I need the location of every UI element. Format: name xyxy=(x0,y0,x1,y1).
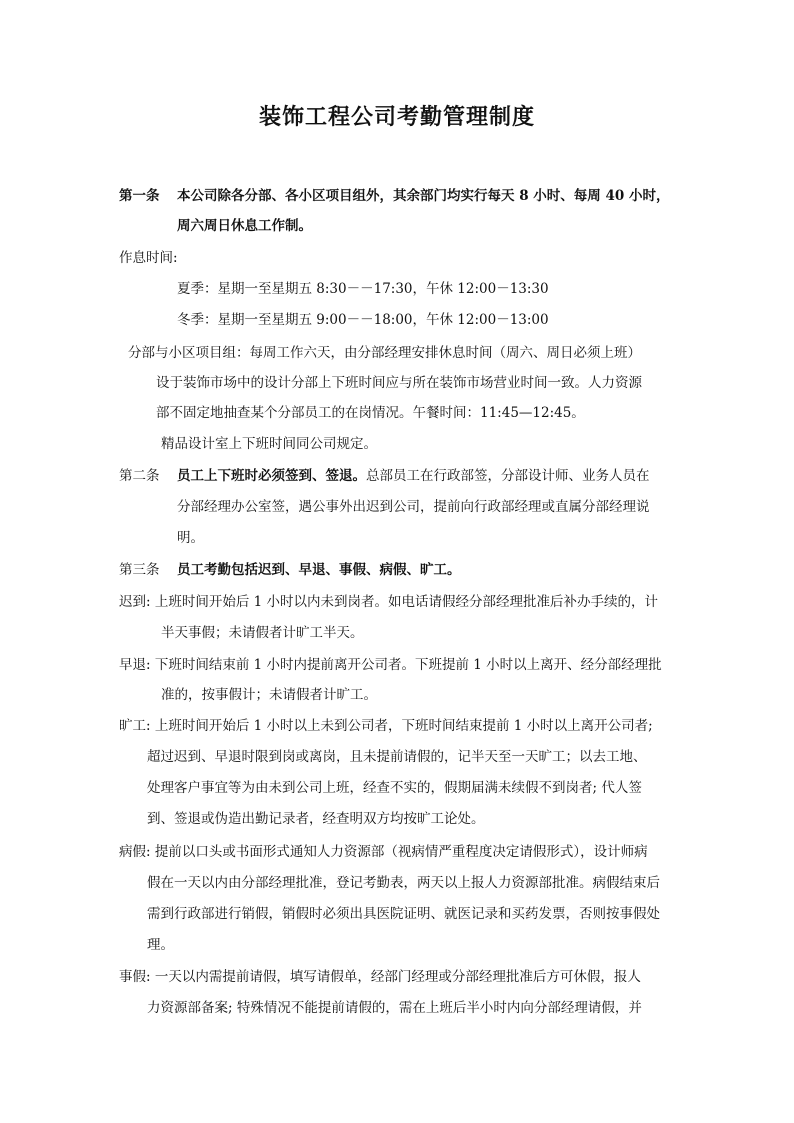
branch-line3: 部不固定地抽查某个分部员工的在岗情况。午餐时间：11:45—12:45。 xyxy=(156,405,585,421)
article2-label: 第二条 xyxy=(119,468,160,484)
sick-line3: 需到行政部进行销假，销假时必须出具医院证明、就医记录和买药发票，否则按事假处 xyxy=(147,906,660,922)
page-title: 装饰工程公司考勤管理制度 xyxy=(258,105,535,130)
late-line2: 半天事假；未请假者计旷工半天。 xyxy=(161,625,364,641)
absent-line1: 旷工: 上班时间开始后 1 小时以上未到公司者，下班时间结束提前 1 小时以上离开公司者; xyxy=(119,718,653,734)
sick-line4: 理。 xyxy=(147,937,174,953)
sick-line1: 病假: 提前以口头或书面形式通知人力资源部（视病情严重程度决定请假形式），设计师病 xyxy=(119,844,648,860)
article2-bold: 员工上下班时必须签到、签退。 xyxy=(177,468,366,484)
late-line1: 迟到: 上班时间开始后 1 小时以内未到岗者。如电话请假经分部经理批准后补办手续的，计 xyxy=(119,594,659,610)
article2-line3: 明。 xyxy=(177,530,204,546)
early-line1: 早退: 下班时间结束前 1 小时内提前离开公司者。下班提前 1 小时以上离开、经分部经理批 xyxy=(119,657,662,673)
branch-line2: 设于装饰市场中的设计分部上下班时间应与所在装饰市场营业时间一致。人力资源 xyxy=(156,375,642,391)
personal-line1: 事假: 一天以内需提前请假，填写请假单，经部门经理或分部经理批准后方可休假，报人 xyxy=(119,969,641,985)
article3-text: 员工考勤包括迟到、早退、事假、病假、旷工。 xyxy=(177,562,461,578)
article2-line1 xyxy=(177,466,650,486)
absent-line4: 到、签退或伪造出勤记录者，经查明双方均按旷工论处。 xyxy=(147,811,485,827)
article2-line2: 分部经理办公室签，遇公事外出迟到公司，提前向行政部经理或直属分部经理说 xyxy=(177,499,650,515)
absent-line2: 超过迟到、早退时限到岗或离岗，且未提前请假的，记半天至一天旷工；以去工地、 xyxy=(147,749,647,765)
article1-line2: 周六周日休息工作制。 xyxy=(177,218,312,234)
sick-line2: 假在一天以内由分部经理批准，登记考勤表，两天以上报人力资源部批准。病假结束后 xyxy=(147,875,660,891)
personal-line2: 力资源部备案; 特殊情况不能提前请假的，需在上班后半小时内向分部经理请假，并 xyxy=(147,1000,642,1016)
schedule-summer: 夏季：星期一至星期五 8:30－－17:30，午休 12:00－13:30 xyxy=(177,281,549,297)
early-line2: 准的，按事假计；未请假者计旷工。 xyxy=(161,687,377,703)
branch-line1: 分部与小区项目组：每周工作六天，由分部经理安排休息时间（周六、周日必须上班） xyxy=(128,345,641,361)
schedule-winter: 冬季：星期一至星期五 9:00－－18:00，午休 12:00－13:00 xyxy=(177,312,549,328)
schedule-heading: 作息时间: xyxy=(119,250,178,266)
article1-label: 第一条 xyxy=(119,188,160,204)
absent-line3: 处理客户事宜等为由未到公司上班，经查不实的，假期届满未续假不到岗者; 代人签 xyxy=(147,780,642,796)
article3-label: 第三条 xyxy=(119,562,160,578)
article1-line1: 本公司除各分部、各小区项目组外，其余部门均实行每天 8 小时、每周 40 小时， xyxy=(177,188,670,204)
article2-line1-rest: 总部员工在行政部签，分部设计师、业务人员在 xyxy=(366,468,650,484)
studio-line: 精品设计室上下班时间同公司规定。 xyxy=(161,436,377,452)
